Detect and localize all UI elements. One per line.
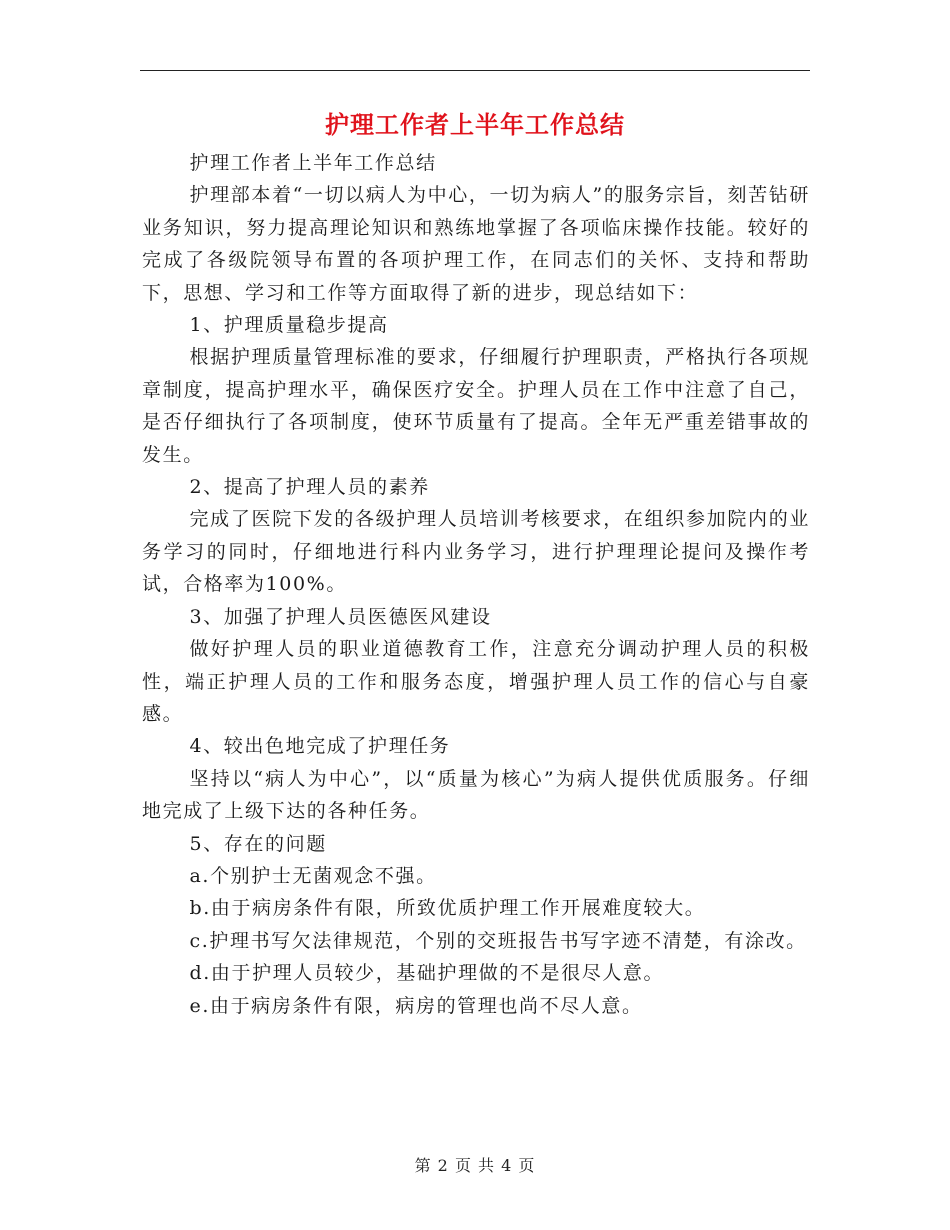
issue-item-a: a.个别护士无菌观念不强。 [189, 864, 437, 887]
section-heading-3: 3、加强了护理人员医德医风建设 [189, 605, 492, 628]
section-heading-5: 5、存在的问题 [189, 832, 327, 855]
document-title: 护理工作者上半年工作总结 [325, 110, 625, 139]
section-paragraph-4: 坚持以“病人为中心”，以“质量为核心”为病人提供优质服务。仔细地完成了上级下达的各种任务。 [142, 767, 810, 823]
issue-item-e: e.由于病房条件有限，病房的管理也尚不尽人意。 [189, 994, 643, 1017]
section-paragraph-2: 完成了医院下发的各级护理人员培训考核要求，在组织参加院内的业务学习的同时，仔细地进行科内业务学习，进行护理理论提问及操作考试，合格率为100%。 [142, 508, 810, 596]
issue-item-b: b.由于病房条件有限，所致优质护理工作开展难度较大。 [189, 897, 706, 920]
section-heading-1: 1、护理质量稳步提高 [189, 314, 389, 337]
document-body [142, 147, 810, 1022]
page-number-footer: 第 2 页 共 4 页 [414, 1156, 536, 1175]
section-paragraph-1: 根据护理质量管理标准的要求，仔细履行护理职责，严格执行各项规章制度，提高护理水平，确保医疗安全。护理人员在工作中注意了自己，是否仔细执行了各项制度，使环节质量有了提高。全年无严重差错事故的发生。 [142, 346, 810, 466]
section-heading-2: 2、提高了护理人员的素养 [189, 476, 430, 499]
section-heading-4: 4、较出色地完成了护理任务 [189, 735, 451, 758]
header-rule [140, 70, 810, 71]
intro-paragraph: 护理部本着“一切以病人为中心，一切为病人”的服务宗旨，刻苦钻研业务知识，努力提高理论知识和熟练地掌握了各项临床操作技能。较好的完成了各级院领导布置的各项护理工作，在同志们的关怀、支持和帮助下，思想、学习和工作等方面取得了新的进步，现总结如下： [142, 184, 810, 304]
subtitle-paragraph: 护理工作者上半年工作总结 [189, 152, 437, 174]
issue-item-d: d.由于护理人员较少，基础护理做的不是很尽人意。 [189, 962, 665, 985]
issue-item-c: c.护理书写欠法律规范，个别的交班报告书写字迹不清楚，有涂改。 [189, 929, 807, 952]
section-paragraph-3: 做好护理人员的职业道德教育工作，注意充分调动护理人员的积极性，端正护理人员的工作和服务态度，增强护理人员工作的信心与自豪感。 [142, 638, 810, 725]
